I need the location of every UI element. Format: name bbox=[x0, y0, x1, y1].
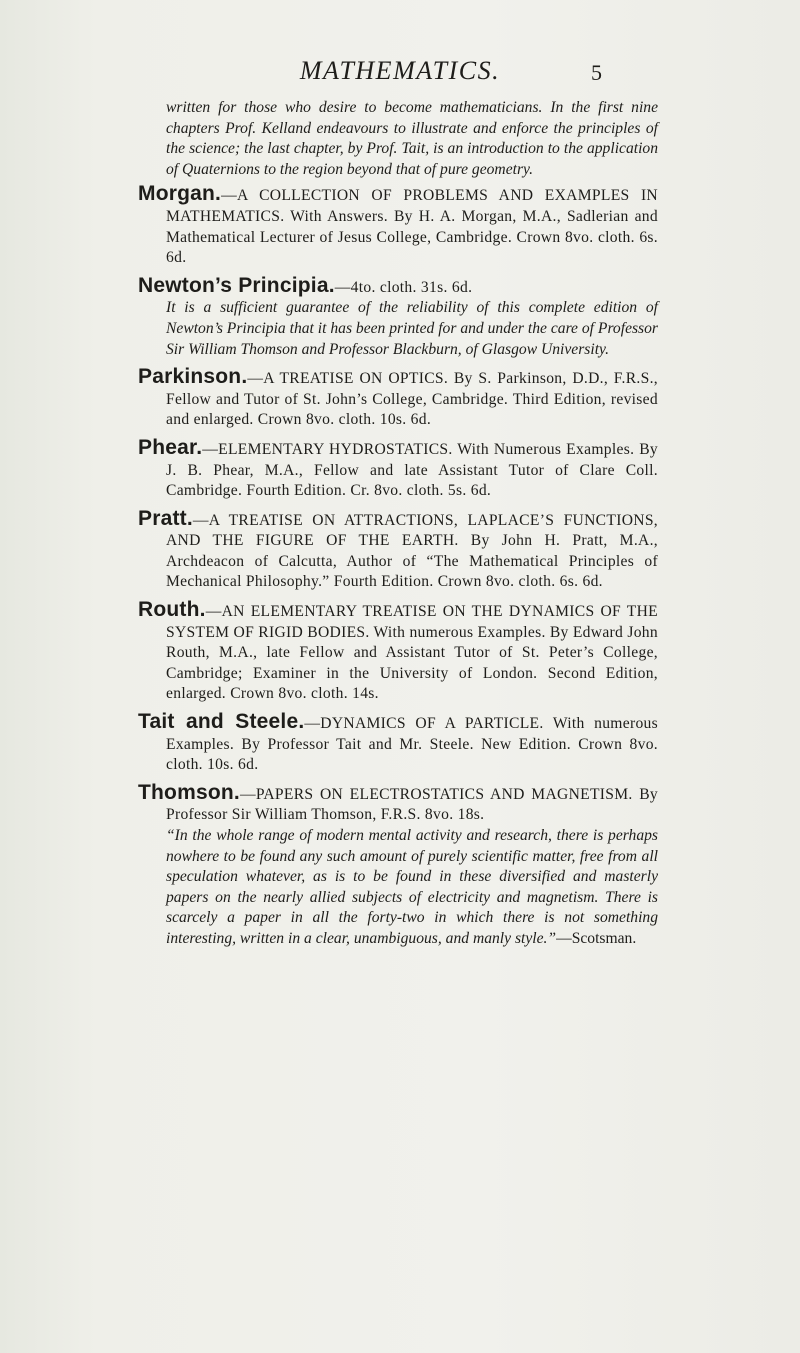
continued-note: written for those who desire to become mathematicians. In the first nine chapters Prof. Kelland endeavours to illustrate and enforce the principles of the science; the last chapter, by Prof. Tait, is an introduction to the application of Quaternions to the region beyond that of pure geometry. bbox=[166, 99, 658, 178]
entry-heading bbox=[138, 600, 658, 705]
entry-description: —A TREATISE ON OPTICS. By S. Parkinson, D.D., F.R.S., Fellow and Tutor of St. John’s College, Cambridge. Third Edition, revised and enlarged. Crown 8vo. cloth. 10s. 6d. bbox=[166, 370, 658, 429]
entry-heading bbox=[138, 435, 658, 502]
entry-description: —ELEMENTARY HYDROSTATICS. With Numerous Examples. By J. B. Phear, M.A., Fellow and late Assistant Tutor of Clare Coll. Cambridge. Fourth Edition. Cr. 8vo. cloth. 5s. 6d. bbox=[166, 440, 658, 500]
catalogue-entry bbox=[138, 184, 658, 268]
catalogue-entry bbox=[138, 712, 658, 776]
catalogue-entry bbox=[138, 600, 658, 705]
entry-heading bbox=[138, 184, 658, 268]
entry-author: Routh. bbox=[138, 598, 206, 622]
entry-author: Tait and Steele. bbox=[138, 710, 305, 734]
entry-heading bbox=[138, 712, 658, 776]
entry-author: Pratt. bbox=[138, 506, 193, 530]
entry-heading bbox=[138, 780, 658, 826]
entry-heading bbox=[138, 273, 658, 299]
entry-heading bbox=[138, 367, 658, 431]
catalogue-entry bbox=[138, 367, 658, 431]
entry-heading bbox=[138, 506, 658, 593]
entry-note: It is a sufficient guarantee of the reliability of this complete edition of Newton’s Principia that it has been printed for and under the care of Professor Sir William Thomson and Professor Blackburn, of Glasgow University. bbox=[166, 299, 658, 358]
page-number: 5 bbox=[591, 60, 602, 85]
catalogue-content bbox=[138, 98, 658, 957]
entry-review bbox=[166, 826, 658, 950]
catalogue-entry bbox=[138, 273, 658, 360]
catalogue-entry bbox=[138, 506, 658, 593]
entry-description: —PAPERS ON ELECTROSTATICS AND MAGNETISM. By Professor Sir William Thomson, F.R.S. 8vo. 18s. bbox=[166, 785, 658, 824]
entry-description: —A COLLECTION OF PROBLEMS AND EXAMPLES IN MATHEMATICS. With Answers. By H. A. Morgan, M.A., Sadlerian and Mathematical Lecturer of Jesus College, Cambridge. Crown 8vo. cloth. 6s. 6d. bbox=[166, 187, 658, 267]
catalogue-entry bbox=[138, 435, 658, 502]
page-header bbox=[0, 56, 800, 96]
entry-author: Parkinson. bbox=[138, 365, 248, 389]
catalogue-entry bbox=[138, 780, 658, 950]
running-title: MATHEMATICS. bbox=[299, 56, 501, 85]
entry-description: —4to. cloth. 31s. 6d. bbox=[334, 278, 473, 296]
entry-author: Newton’s Principia. bbox=[138, 273, 335, 297]
entry-description: —A TREATISE ON ATTRACTIONS, LAPLACE’S FUNCTIONS, AND THE FIGURE OF THE EARTH. By John H. Pratt, M.A., Archdeacon of Calcutta, Author of “The Mathematical Principles of Mechanical Philosophy.” Fourth Edition. Crown 8vo. cloth. 6s. 6d. bbox=[166, 511, 658, 591]
entry-author: Morgan. bbox=[138, 182, 222, 206]
entry-description: —AN ELEMENTARY TREATISE ON THE DYNAMICS OF THE SYSTEM OF RIGID BODIES. With numerous Examples. By Edward John Routh, M.A., late Fellow and Assistant Tutor of St. Peter’s College, Cambridge; Examiner in the University of London. Second Edition, enlarged. Crown 8vo. cloth. 14s. bbox=[166, 603, 658, 703]
entry-list bbox=[138, 184, 658, 949]
entry-author: Thomson. bbox=[138, 780, 240, 804]
entry-author: Phear. bbox=[138, 435, 203, 459]
review-quote: “In the whole range of modern mental activity and research, there is perhaps nowhere to be found any such amount of purely scientific matter, free from all speculation whatever, as is to be found in these diversified and masterly papers on the nearly allied subjects of electricity and magnetism. There is scarcely a paper in all the forty-two in which there is not something interesting, written in a clear, unambiguous, and manly style.” bbox=[166, 827, 658, 947]
entry-description: —DYNAMICS OF A PARTICLE. With numerous Examples. By Professor Tait and Mr. Steele. New Edition. Crown 8vo. cloth. 10s. 6d. bbox=[166, 715, 659, 774]
review-source: —Scotsman. bbox=[556, 929, 637, 947]
